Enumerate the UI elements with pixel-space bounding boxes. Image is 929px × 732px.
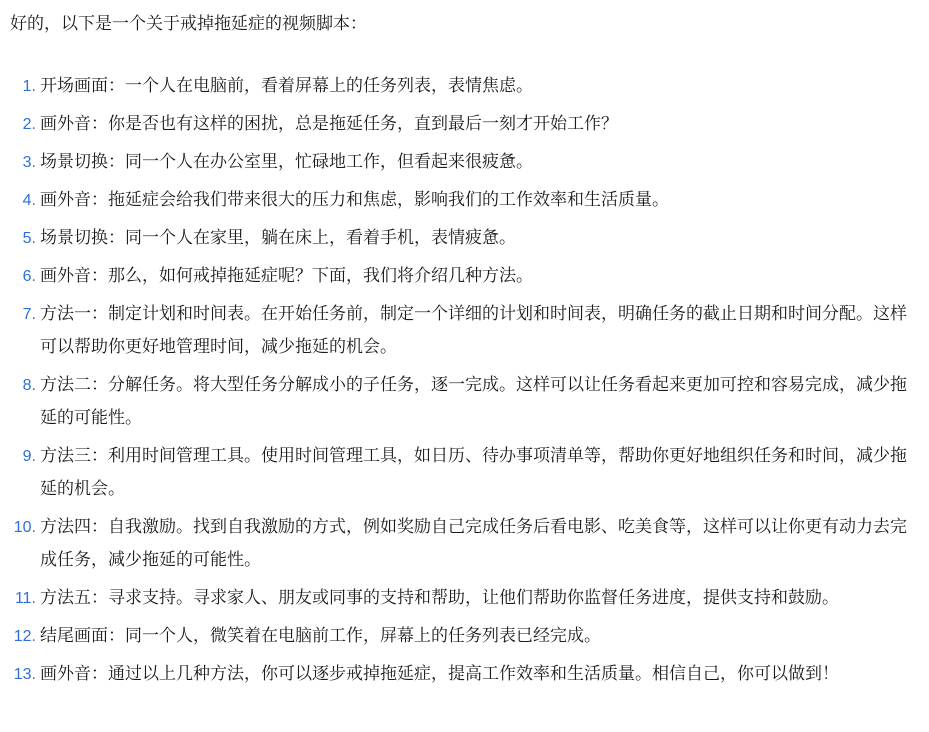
list-item xyxy=(0,108,929,141)
list-item xyxy=(0,620,929,653)
item-text: 开场画面：一个人在电脑前，看着屏幕上的任务列表，表情焦虑。 xyxy=(40,76,533,96)
list-item xyxy=(0,260,929,293)
list-item xyxy=(0,222,929,255)
item-text: 方法四：自我激励。找到自我激励的方式，例如奖励自己完成任务后看电影、吃美食等，这样可以让你更有动力去完成任务，减少拖延的可能性。 xyxy=(40,517,907,570)
script-list xyxy=(0,70,929,696)
item-text: 场景切换：同一个人在办公室里，忙碌地工作，但看起来很疲惫。 xyxy=(40,152,533,172)
list-item xyxy=(0,70,929,103)
list-item xyxy=(0,511,929,577)
item-number: 9. xyxy=(22,448,36,465)
list-item xyxy=(0,184,929,217)
item-text: 场景切换：同一个人在家里，躺在床上，看着手机，表情疲惫。 xyxy=(40,228,516,248)
item-number: 10. xyxy=(13,519,36,536)
list-item xyxy=(0,658,929,691)
item-number: 8. xyxy=(22,377,36,394)
item-text: 方法一：制定计划和时间表。在开始任务前，制定一个详细的计划和时间表，明确任务的截止日期和时间分配。这样可以帮助你更好地管理时间，减少拖延的机会。 xyxy=(40,304,907,357)
item-number: 3. xyxy=(22,154,36,171)
item-number: 2. xyxy=(22,116,36,133)
intro-text: 好的，以下是一个关于戒掉拖延症的视频脚本： xyxy=(10,14,367,34)
item-text: 画外音：拖延症会给我们带来很大的压力和焦虑，影响我们的工作效率和生活质量。 xyxy=(40,190,669,210)
list-item xyxy=(0,369,929,435)
item-number: 12. xyxy=(13,628,36,645)
list-item xyxy=(0,440,929,506)
list-item xyxy=(0,146,929,179)
item-number: 5. xyxy=(22,230,36,247)
item-text: 画外音：通过以上几种方法，你可以逐步戒掉拖延症，提高工作效率和生活质量。相信自己，你可以做到！ xyxy=(40,664,839,684)
item-number: 6. xyxy=(22,268,36,285)
item-text: 方法二：分解任务。将大型任务分解成小的子任务，逐一完成。这样可以让任务看起来更加可控和容易完成，减少拖延的可能性。 xyxy=(40,375,907,428)
item-text: 画外音：那么，如何戒掉拖延症呢？下面，我们将介绍几种方法。 xyxy=(40,266,533,286)
item-text: 方法五：寻求支持。寻求家人、朋友或同事的支持和帮助，让他们帮助你监督任务进度，提供支持和鼓励。 xyxy=(40,588,839,608)
item-number: 11. xyxy=(14,590,36,607)
item-number: 4. xyxy=(22,192,36,209)
item-text: 画外音：你是否也有这样的困扰，总是拖延任务，直到最后一刻才开始工作？ xyxy=(40,114,618,134)
item-number: 7. xyxy=(22,306,36,323)
item-text: 结尾画面：同一个人，微笑着在电脑前工作，屏幕上的任务列表已经完成。 xyxy=(40,626,601,646)
item-text: 方法三：利用时间管理工具。使用时间管理工具，如日历、待办事项清单等，帮助你更好地组织任务和时间，减少拖延的机会。 xyxy=(40,446,907,499)
item-number: 13. xyxy=(13,666,36,683)
list-item xyxy=(0,582,929,615)
list-item xyxy=(0,298,929,364)
item-number: 1. xyxy=(22,78,36,95)
